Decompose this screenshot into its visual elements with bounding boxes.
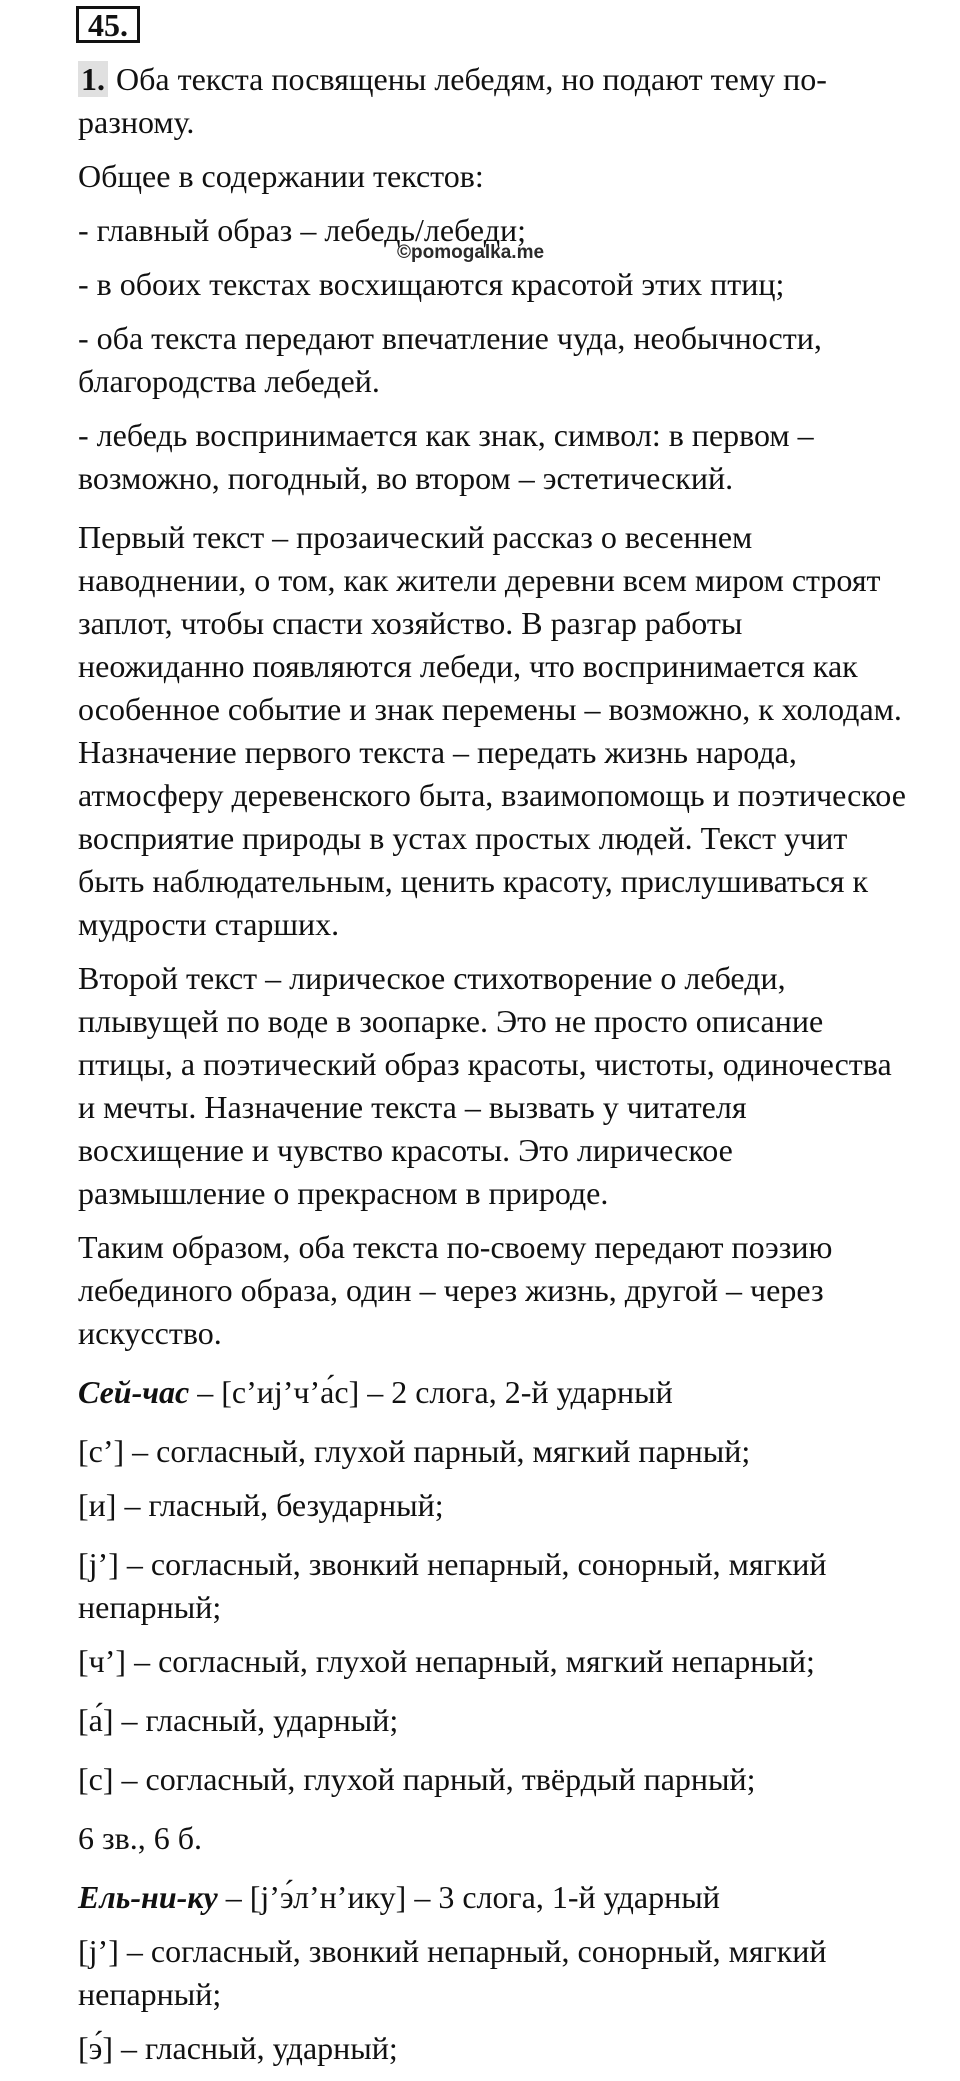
first-text-line-4: неожиданно появляются лебеди, что воспринимается как — [78, 648, 858, 684]
second-text-paragraph — [5, 957, 955, 1215]
conclusion-paragraph — [5, 1226, 955, 1355]
intro-line-2: разному. — [78, 104, 195, 140]
first-text-line-6: Назначение первого текста – передать жизнь народа, — [78, 734, 797, 770]
second-text-line-6: размышление о прекрасном в природе. — [78, 1175, 609, 1211]
word2-sound-2: [э́] – гласный, ударный; — [78, 2030, 398, 2066]
first-text-line-5: особенное событие и знак перемены – возможно, к холодам. — [78, 691, 902, 727]
conclusion-line-2: лебединого образа, один – через жизнь, другой – через — [78, 1272, 824, 1308]
word2-header — [5, 1876, 955, 1919]
common-item-4-line-1: - лебедь воспринимается как знак, символ: в первом – — [78, 417, 814, 453]
word1-sound-4: [ч’] – согласный, глухой непарный, мягкий непарный; — [78, 1643, 815, 1679]
task-number-box: 45. — [76, 6, 140, 43]
word1-transcription: – [с’иj’ч’а́с] – 2 слога, 2-й ударный — [189, 1374, 673, 1410]
second-text-line-2: плывущей по воде в зоопарке. Это не просто описание — [78, 1003, 824, 1039]
word1-syllables: Сей-час — [78, 1374, 190, 1410]
common-item-3 — [5, 317, 955, 403]
word2-syllables: Ель-ни-ку — [78, 1879, 218, 1915]
word1-sound-5: [а́] – гласный, ударный; — [78, 1702, 399, 1738]
common-item-1: - главный образ – лебедь/лебеди; — [78, 212, 526, 248]
word1-header — [5, 1371, 955, 1414]
conclusion-line-1: Таким образом, оба текста по-своему передают поэзию — [78, 1229, 833, 1265]
word2-transcription: – [j’э́л’н’ику] – 3 слога, 1-й ударный — [217, 1879, 720, 1915]
word1-sound-1: [с’] – согласный, глухой парный, мягкий парный; — [78, 1433, 751, 1469]
word1-sound-3-line-2: непарный; — [78, 1589, 222, 1625]
word1-sound-2: [и] – гласный, безударный; — [78, 1487, 444, 1523]
answer-text — [5, 58, 955, 2081]
word2-sound-1-line-2: непарный; — [78, 1976, 222, 2012]
second-text-line-1: Второй текст – лирическое стихотворение о лебеди, — [78, 960, 786, 996]
word1-sound-3-line-1: [j’] – согласный, звонкий непарный, сонорный, мягкий — [78, 1546, 827, 1582]
common-item-4 — [5, 414, 955, 500]
first-text-line-10: мудрости старших. — [78, 906, 340, 942]
intro-line-1 — [78, 61, 827, 97]
word2-sound-1-line-1: [j’] – согласный, звонкий непарный, сонорный, мягкий — [78, 1933, 827, 1969]
common-item-2: - в обоих текстах восхищаются красотой этих птиц; — [78, 266, 785, 302]
first-text-paragraph — [5, 516, 955, 946]
second-text-line-4: и мечты. Назначение текста – вызвать у читателя — [78, 1089, 747, 1125]
watermark: ©pomogalka.me — [397, 242, 545, 263]
first-text-line-8: восприятие природы в устах простых людей. Текст учит — [78, 820, 848, 856]
first-text-line-7: атмосферу деревенского быта, взаимопомощь и поэтическое — [78, 777, 906, 813]
common-heading: Общее в содержании текстов: — [78, 158, 484, 194]
common-item-3-line-1: - оба текста передают впечатление чуда, необычности, — [78, 320, 822, 356]
common-item-4-line-2: возможно, погодный, во втором – эстетический. — [78, 460, 734, 496]
first-text-line-3: заплот, чтобы спасти хозяйство. В разгар работы — [78, 605, 743, 641]
common-item-3-line-2: благородства лебедей. — [78, 363, 380, 399]
word1-sound-3 — [5, 1543, 955, 1629]
conclusion-line-3: искусство. — [78, 1315, 222, 1351]
first-text-line-1: Первый текст – прозаический рассказ о весеннем — [78, 519, 753, 555]
word1-sound-6: [с] – согласный, глухой парный, твёрдый парный; — [78, 1761, 756, 1797]
item-number: 1. — [78, 61, 108, 97]
first-text-line-2: наводнении, о том, как жители деревни всем миром строят — [78, 562, 881, 598]
word1-count: 6 зв., 6 б. — [78, 1820, 203, 1856]
word2-sound-1 — [5, 1930, 955, 2016]
first-text-line-9: быть наблюдательным, ценить красоту, прислушиваться к — [78, 863, 869, 899]
intro-text: Оба текста посвящены лебедям, но подают тему по- — [116, 61, 827, 97]
intro-paragraph — [5, 58, 955, 144]
second-text-line-3: птицы, а поэтический образ красоты, чистоты, одиночества — [78, 1046, 892, 1082]
second-text-line-5: восхищение и чувство красоты. Это лирическое — [78, 1132, 733, 1168]
